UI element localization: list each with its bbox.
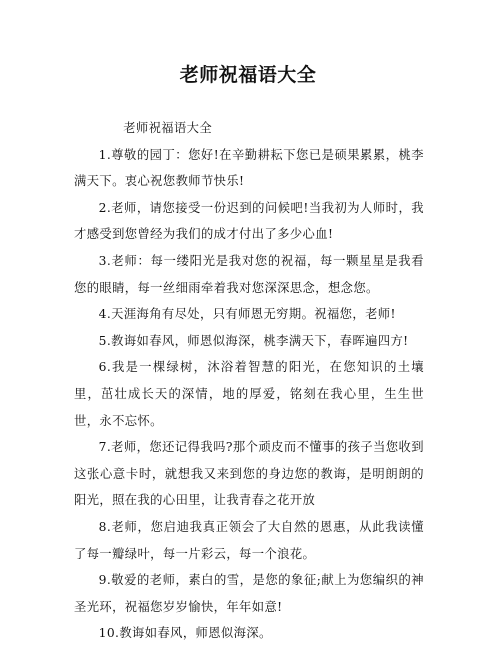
document-subtitle: 老师祝福语大全 [123, 121, 213, 135]
paragraph: 3.老师：每一缕阳光是我对您的祝福，每一颗星星是我看您的眼睛，每一丝细雨牵着我对您深深思念，想念您。 [74, 253, 424, 295]
paragraph: 1.尊敬的园丁：您好!在辛勤耕耘下您已是硕果累累，桃李满天下。衷心祝您教师节快乐! [74, 147, 424, 189]
paragraph: 7.老师，您还记得我吗?那个顽皮而不懂事的孩子当您收到这张心意卡时，就想我又来到您的身边您的教诲，是明朗朗的阳光，照在我的心田里，让我青春之花开放 [74, 440, 424, 508]
paragraph: 5.教诲如春风，师恩似海深，桃李满天下，春晖遍四方! [98, 333, 409, 348]
document-body [74, 115, 424, 647]
paragraph: 6.我是一棵绿树，沐浴着智慧的阳光，在您知识的土壤里，茁壮成长天的深情，地的厚爱，铭刻在我心里，生生世世，永不忘怀。 [74, 360, 424, 428]
document-title: 老师祝福语大全 [179, 64, 317, 86]
paragraph: 10.教诲如春风，师恩似海深。 [98, 626, 272, 641]
paragraph: 8.老师，您启迪我真正领会了大自然的恩惠，从此我读懂了每一瓣绿叶，每一片彩云，每一个浪花。 [74, 519, 424, 561]
paragraph: 4.天涯海角有尽处，只有师恩无穷期。祝福您，老师! [98, 307, 396, 322]
paragraph: 2.老师，请您接受一份迟到的问候吧!当我初为人师时，我才感受到您曾经为我们的成才付出了多少心血! [74, 200, 424, 242]
paragraph: 9.敬爱的老师，素白的雪，是您的象征;献上为您编织的神圣光环，祝福您岁岁愉快，年年如意! [74, 573, 424, 614]
